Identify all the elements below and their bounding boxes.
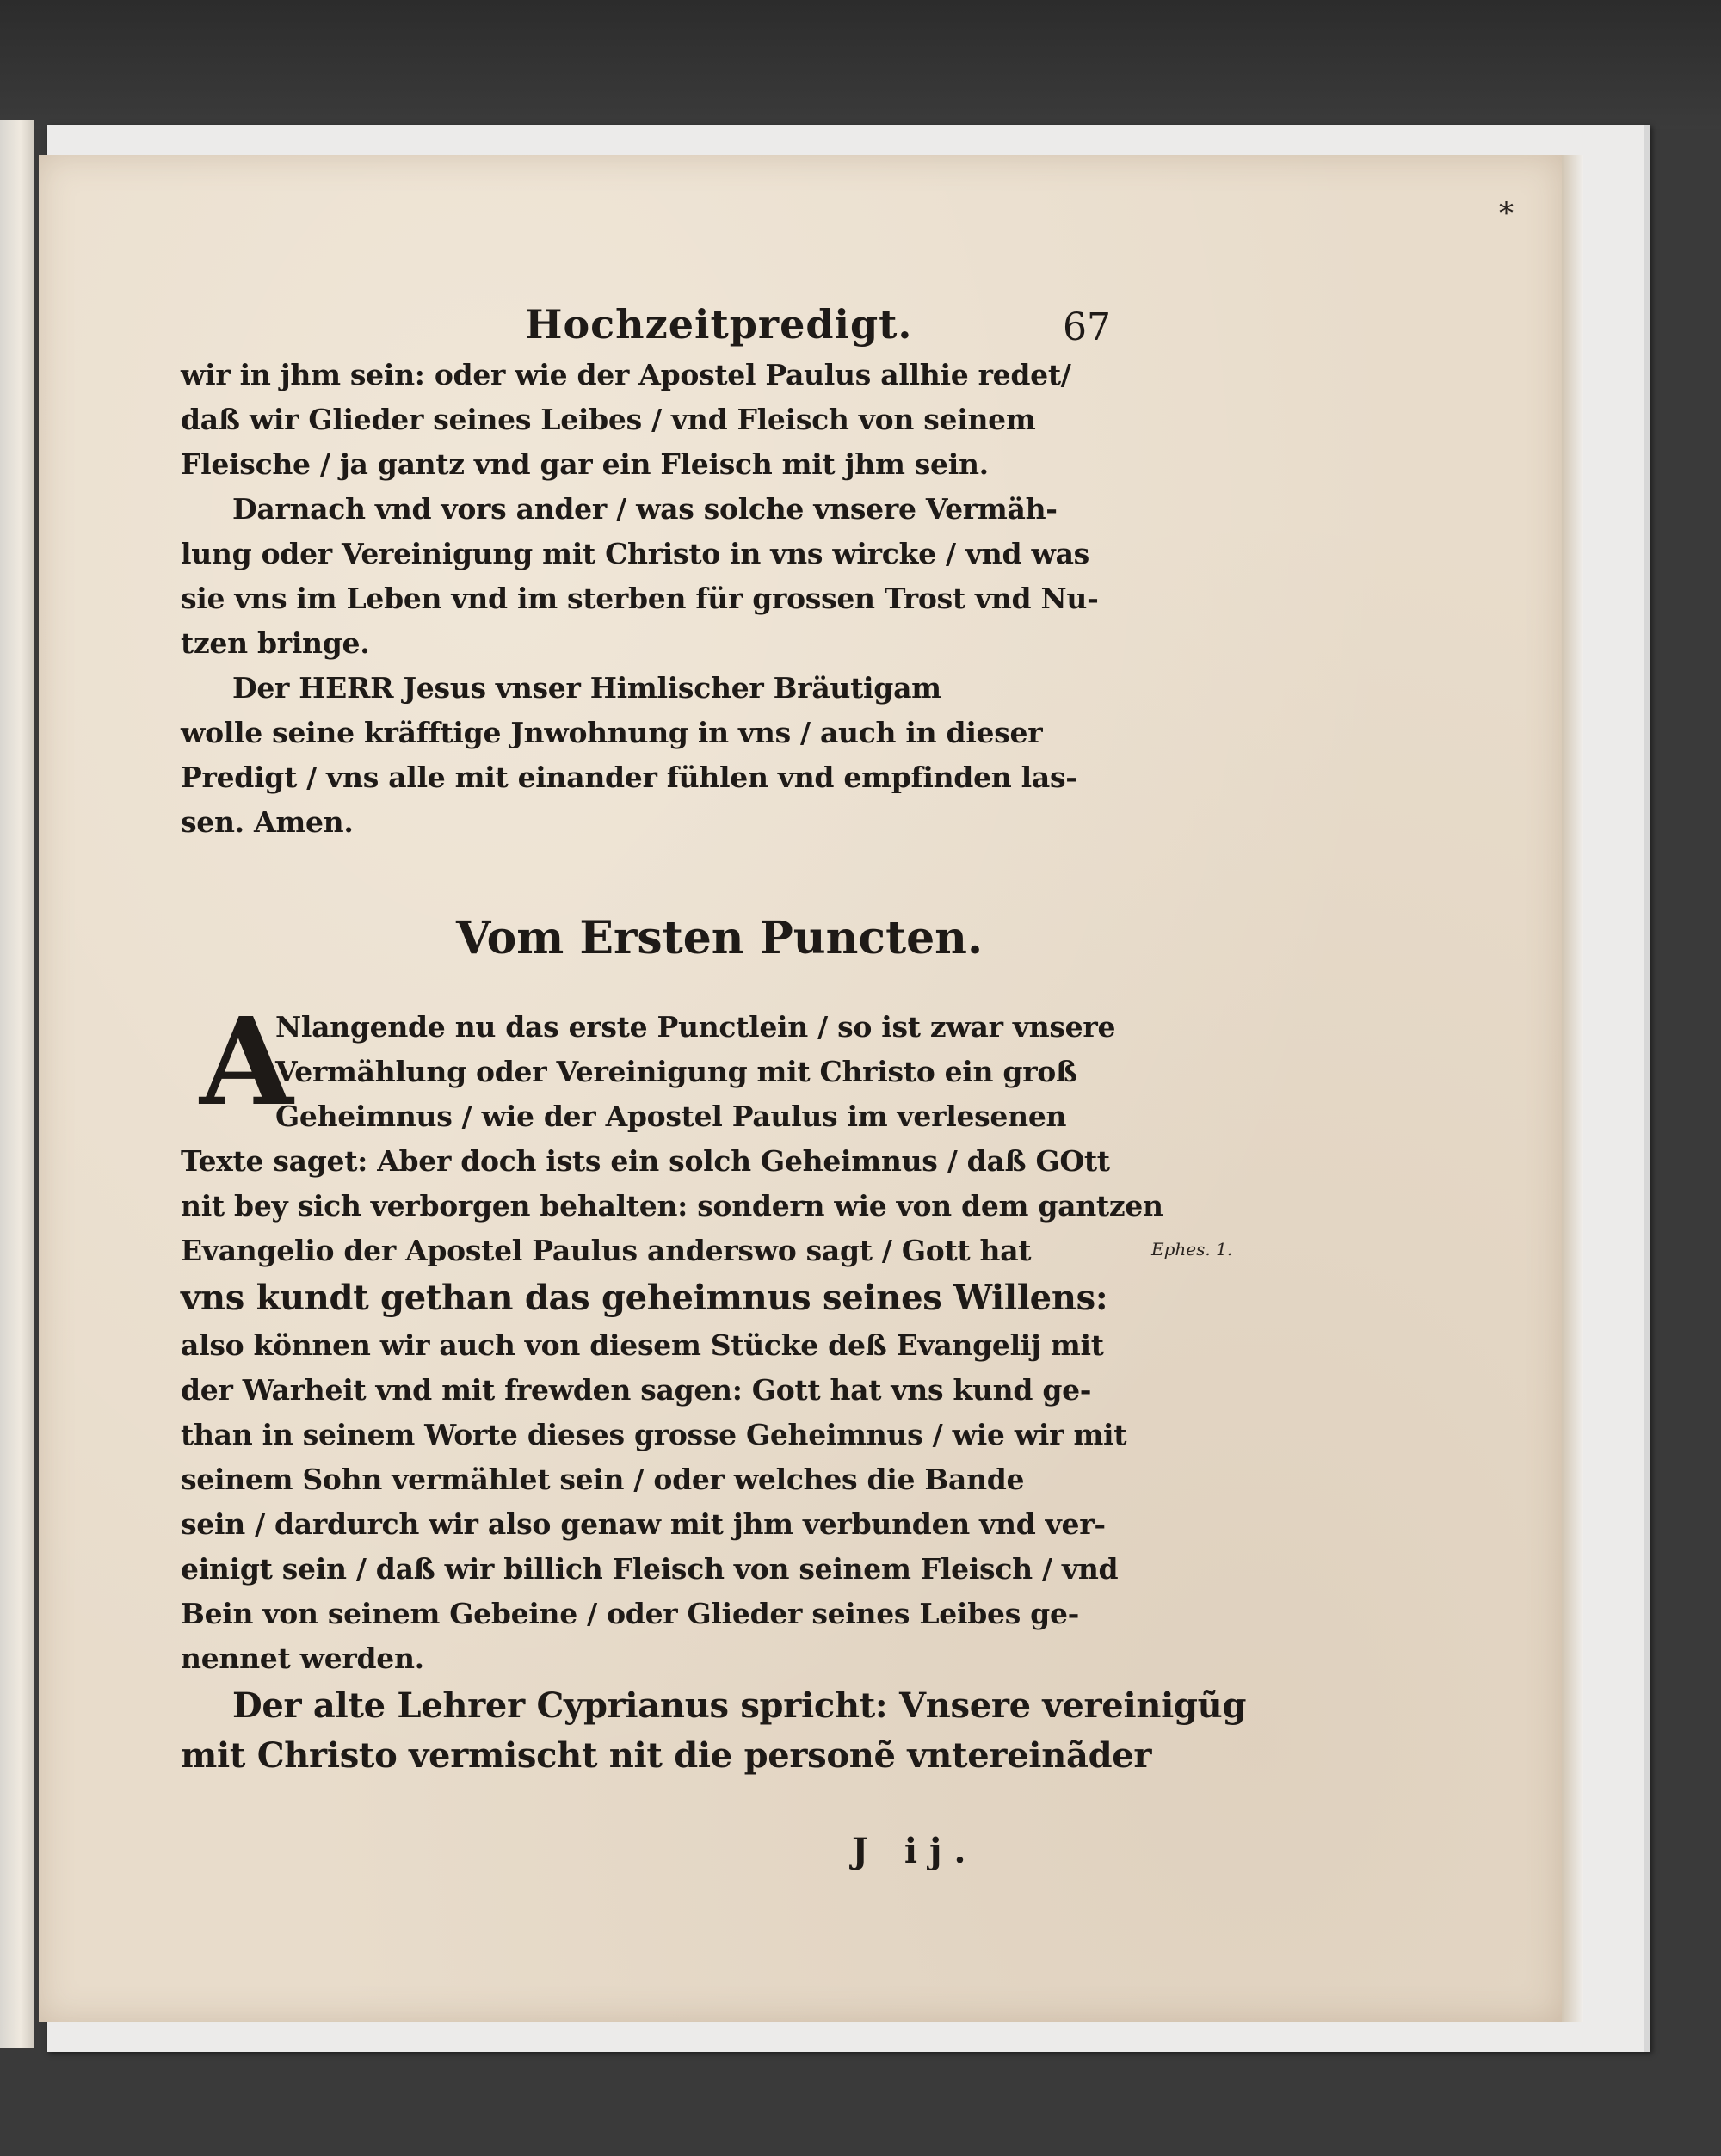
text-line: Fleische / ja gantz vnd gar ein Fleisch mit jhm sein. bbox=[181, 447, 989, 481]
text-line: sie vns im Leben vnd im sterben für grossen Trost vnd Nu- bbox=[181, 582, 1099, 615]
text-line: vns kundt gethan das geheimnus seines Willens: bbox=[181, 1278, 1108, 1318]
text-line: nennet werden. bbox=[181, 1642, 424, 1675]
text-line: einigt sein / daß wir billich Fleisch von seinem Fleisch / vnd bbox=[181, 1552, 1119, 1586]
scan-background-top bbox=[0, 0, 1721, 129]
text-line: also können wir auch von diesem Stücke deß Evangelij mit bbox=[181, 1328, 1104, 1362]
facing-page-edge bbox=[0, 120, 34, 2048]
text-line: Predigt / vns alle mit einander fühlen vnd empfinden las- bbox=[181, 761, 1077, 794]
text-line: lung oder Vereinigung mit Christo in vns wircke / vnd was bbox=[181, 537, 1089, 570]
text-line: Vermählung oder Vereinigung mit Christo ein groß bbox=[275, 1055, 1077, 1088]
text-line: Der alte Lehrer Cyprianus spricht: Vnsere vereinigũg bbox=[232, 1685, 1247, 1726]
running-head: Hochzeitpredigt. bbox=[525, 301, 913, 348]
paragraph-intro bbox=[181, 353, 1144, 845]
text-line: Nlangende nu das erste Punctlein / so ist zwar vnsere bbox=[275, 1010, 1116, 1044]
text-line: Bein von seinem Gebeine / oder Glieder seines Leibes ge- bbox=[181, 1597, 1080, 1630]
text-line: nit bey sich verborgen behalten: sondern wie von dem gantzen bbox=[181, 1189, 1163, 1223]
text-line: mit Christo vermischt nit die personẽ vntereinãder bbox=[181, 1735, 1152, 1776]
text-line: than in seinem Worte dieses grosse Geheimnus / wie wir mit bbox=[181, 1418, 1127, 1451]
text-line: Der HERR Jesus vnser Himlischer Bräutigam bbox=[232, 671, 941, 705]
text-line: Geheimnus / wie der Apostel Paulus im verlesenen bbox=[275, 1100, 1067, 1133]
signature-mark: * bbox=[1499, 196, 1514, 231]
text-line: sen. Amen. bbox=[181, 805, 354, 839]
section-heading: Vom Ersten Puncten. bbox=[456, 912, 984, 964]
text-line: seinem Sohn vermählet sein / oder welches die Bande bbox=[181, 1463, 1025, 1496]
text-line: Evangelio der Apostel Paulus anderswo sagt / Gott hat bbox=[181, 1234, 1032, 1267]
text-line: wolle seine kräfftige Jnwohnung in vns / auch in dieser bbox=[181, 716, 1043, 749]
text-line: Texte saget: Aber doch ists ein solch Geheimnus / daß GOtt bbox=[181, 1144, 1110, 1178]
text-line: der Warheit vnd mit frewden sagen: Gott hat vns kund ge- bbox=[181, 1373, 1092, 1407]
page-number: 67 bbox=[1063, 305, 1111, 349]
text-line: Darnach vnd vors ander / was solche vnsere Vermäh- bbox=[232, 492, 1058, 526]
signature-line: J ij. bbox=[852, 1831, 978, 1871]
margin-note: Ephes. 1. bbox=[1151, 1239, 1233, 1260]
text-line: sein / dardurch wir also genaw mit jhm verbunden vnd ver- bbox=[181, 1507, 1106, 1541]
text-line: wir in jhm sein: oder wie der Apostel Paulus allhie redet/ bbox=[181, 358, 1071, 391]
text-line: tzen bringe. bbox=[181, 626, 370, 660]
page-fore-edge bbox=[1562, 155, 1583, 2022]
decorated-initial: A bbox=[200, 992, 293, 1133]
text-line: daß wir Glieder seines Leibes / vnd Fleisch von seinem bbox=[181, 403, 1036, 436]
